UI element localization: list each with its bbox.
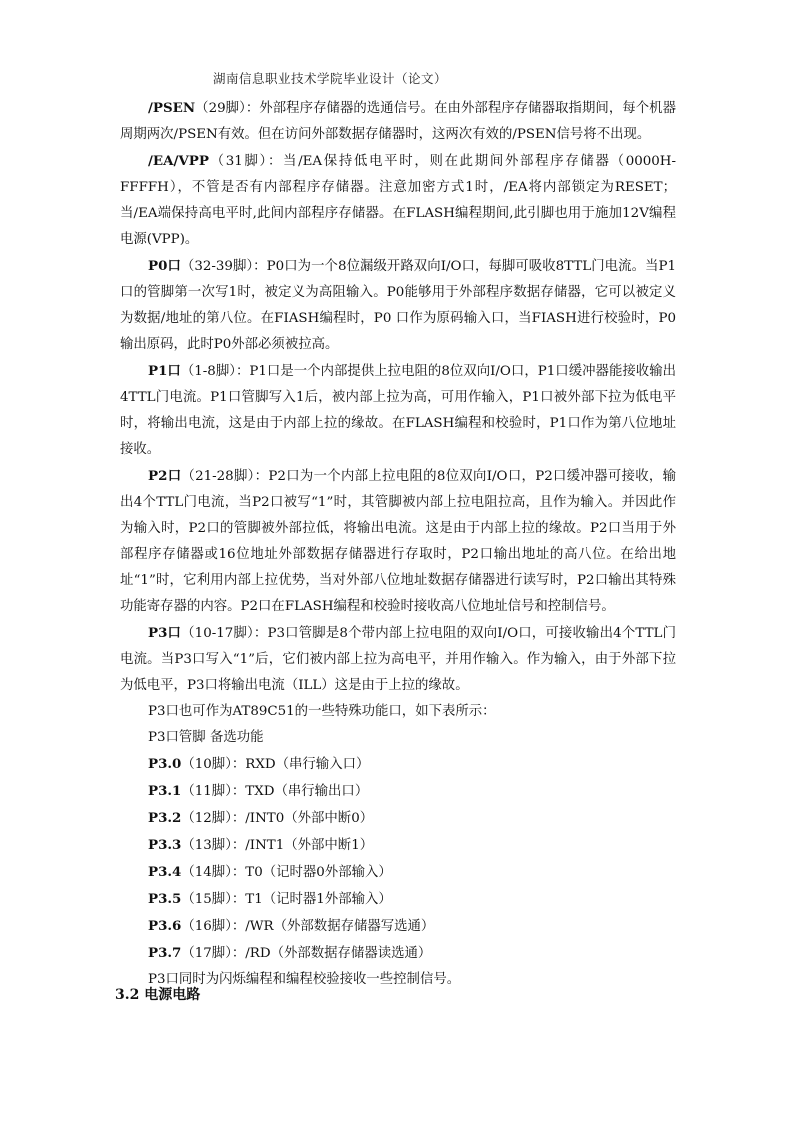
paragraph-p2 [120,463,676,620]
pin-label: P3.0 [148,756,182,772]
pin-desc: （16脚）：/WR（外部数据存储器写选通） [181,919,435,934]
pin-label: P3.6 [148,918,182,934]
pin-desc: （11脚）：TXD（串行输出口） [181,784,369,799]
pin-label: P3.3 [148,837,182,853]
paragraph-p1 [120,358,676,463]
pin-desc: （13脚）：/INT1（外部中断1） [181,838,374,853]
paragraph-p3-end: P3口同时为闪烁编程和编程校验接收一些控制信号。 [148,972,461,987]
paragraph-p2-text: （21-28脚）：P2口为一个内部上拉电阻的8位双向I/O口，P2口缓冲器可接收，输出4个TTL门电流，当P2口被写“1”时，其管脚被内部上拉电阻拉高，且作为输入。并因此作为输入时，P2口的管脚被外部拉低，将输出电流。这是由于内部上拉的缘故。P2口当用于外部程序存储器或16位地址外部数据存储器进行存取时，P2口输出地址的高八位。在给出地址“1”时，它利用内部上拉优势，当对外部八位地址数据存储器进行读写时，P2口输出其特殊功能寄存器的内容。P2口在FLASH编程和校验时接收高八位地址信号和控制信号。 [120,469,676,614]
paragraph-p0 [120,253,676,358]
pin-label: P3.2 [148,810,182,826]
list-item [148,886,676,913]
paragraph-psen-text: （29脚）：外部程序存储器的选通信号。在由外部程序存储器取指期间，每个机器周期两次/PSEN有效。但在访问外部数据存储器时，这两次有效的/PSEN信号将不出现。 [120,101,676,142]
document-body [120,95,676,993]
section-heading: 3.2 电源电路 [115,987,201,1003]
pin-label: P3.5 [148,891,182,907]
p3-pin-list [120,751,676,967]
list-item [148,940,676,967]
list-item [148,778,676,805]
term-p0: P0口 [148,258,181,274]
paragraph-p3 [120,620,676,699]
term-ea: /EA/VPP [148,153,209,169]
paragraph-p3-text: （10-17脚）：P3口管脚是8个带内部上拉电阻的双向I/O口，可接收输出4个TTL门电流。当P3口写入“1”后，它们被内部上拉为高电平，并用作输入。作为输入，由于外部下拉为低电平，P3口将输出电流（ILL）这是由于上拉的缘故。 [120,626,676,693]
pin-desc: （15脚）：T1（记时器1外部输入） [181,892,392,907]
pin-label: P3.1 [148,783,182,799]
list-item [148,805,676,832]
pin-desc: （10脚）：RXD（串行输入口） [181,757,370,772]
term-psen: /PSEN [148,100,196,116]
term-p1: P1口 [148,363,181,379]
term-p2: P2口 [148,468,182,484]
paragraph-ea [120,148,676,253]
paragraph-p0-text: （32-39脚）：P0口为一个8位漏级开路双向I/O口，每脚可吸收8TTL门电流。当P1口的管脚第一次写1时，被定义为高阻输入。P0能够用于外部程序数据存储器，它可以被定义为数据/地址的第八位。在FIASH编程时，P0 口作为原码输入口，当FIASH进行校验时，P0输出原码，此时P0外部必须被拉高。 [120,259,676,352]
pin-desc: （12脚）：/INT0（外部中断0） [181,811,374,826]
list-item [148,751,676,778]
list-item [148,913,676,940]
pin-desc: （14脚）：T0（记时器0外部输入） [181,865,392,880]
term-p3: P3口 [148,625,182,641]
pin-desc: （17脚）：/RD（外部数据存储器读选通） [181,946,432,961]
paragraph-p3-special: P3口也可作为AT89C51的一些特殊功能口，如下表所示： [148,704,496,719]
paragraph-psen [120,95,676,148]
paragraph-ea-text: （31脚）：当/EA保持低电平时，则在此期间外部程序存储器（0000H-FFFFH），不管是否有内部程序存储器。注意加密方式1时，/EA将内部锁定为RESET；当/EA端保持高电平时,此间内部程序存储器。在FLASH编程期间,此引脚也用于施加12V编程电源(VPP)。 [120,154,676,247]
page-header: 湖南信息职业技术学院毕业设计（论文） [212,71,447,86]
list-item [148,859,676,886]
pin-label: P3.7 [148,945,182,961]
paragraph-p1-text: （1-8脚）：P1口是一个内部提供上拉电阻的8位双向I/O口，P1口缓冲器能接收输出4TTL门电流。P1口管脚写入1后，被内部上拉为高，可用作输入，P1口被外部下拉为低电平时，将输出电流，这是由于内部上拉的缘故。在FLASH编程和校验时，P1口作为第八位地址接收。 [120,364,676,457]
pin-label: P3.4 [148,864,182,880]
p3-table-header: P3口管脚 备选功能 [148,730,264,745]
list-item [148,832,676,859]
